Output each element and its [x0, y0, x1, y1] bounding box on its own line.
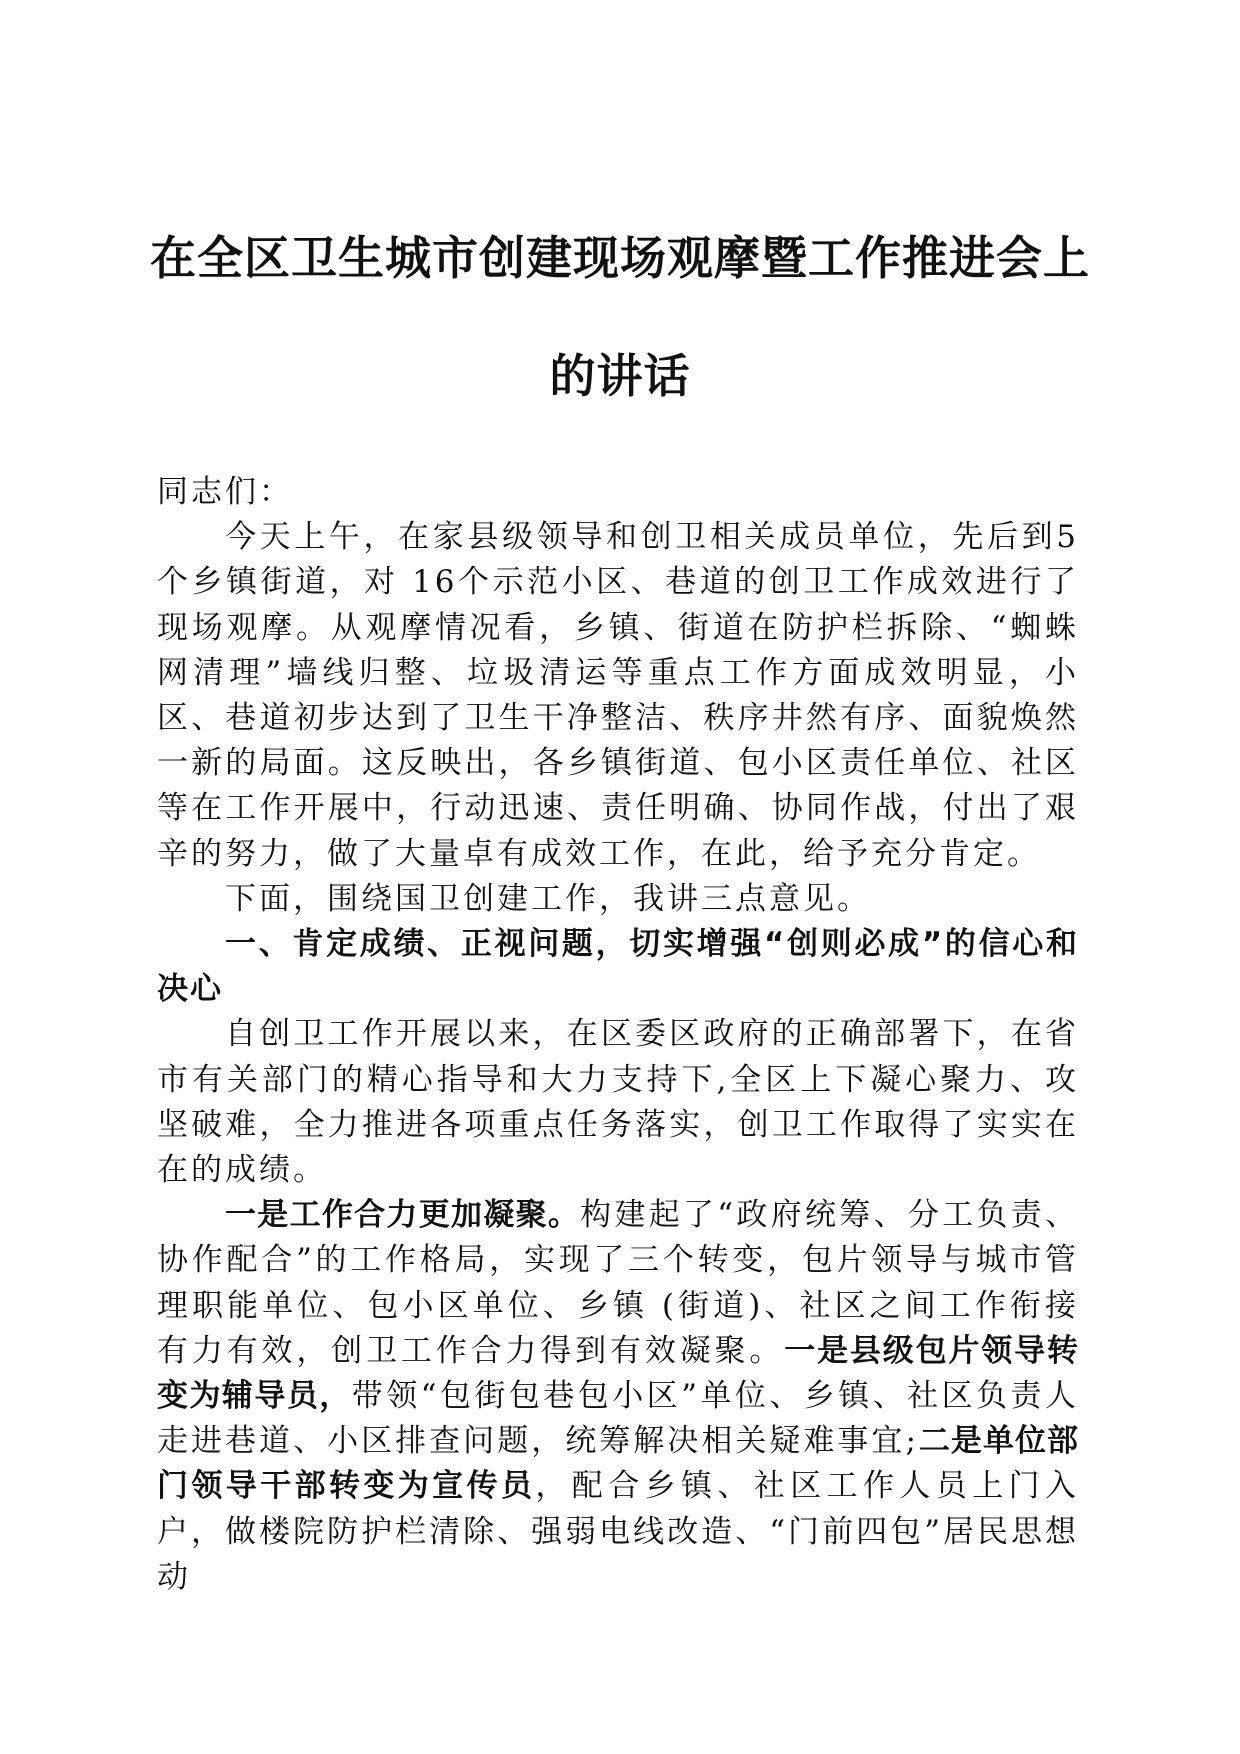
paragraph-point-1: [157, 1193, 1079, 1600]
section-heading-1: 一、肯定成绩、正视问题，切实增强“创则必成”的信心和决心: [157, 926, 1079, 1008]
sub-point-2-text: ，配合乡镇、社区工作人员上门入户，做楼院防护栏清除、强弱电线改造、“门前四包”居民思想动: [157, 1468, 1080, 1595]
sub-point-1-text: 带领“包街包巷包小区”单位、乡镇、社区负责人走进巷道、小区排查问题，统筹解决相关疑难事宜;: [157, 1378, 1079, 1460]
salutation: 同志们：: [157, 474, 293, 510]
paragraph-outline: 下面，围绕国卫创建工作，我讲三点意见。: [225, 880, 871, 917]
point-1-text: 构建起了“政府统筹、分工负责、协作配合”的工作格局，实现了三个转变，包片领导与城市管理职能单位、包小区单位、乡镇 (街道)、社区之间工作衔接有力有效，创卫工作合力得到有效凝聚。: [157, 1197, 1079, 1369]
paragraph-intro: 今天上午，在家县级领导和创卫相关成员单位，先后到5个乡镇街道，对 16个示范小区、巷道的创卫工作成效进行了现场观摩。从观摩情况看，乡镇、街道在防护栏拆除、“蜘蛛网清理”墙线归整、垃圾清运等重点工作方面成效明显，小区、巷道初步达到了卫生干净整洁、秩序井然有序、面貌焕然一新的局面。这反映出，各乡镇街道、包小区责任单位、社区等在工作开展中，行动迅速、责任明确、协同作战，付出了艰辛的努力，做了大量卓有成效工作，在此，给予充分肯定。: [157, 519, 1079, 872]
paragraph-achievements: 自创卫工作开展以来，在区委区政府的正确部署下，在省市有关部门的精心指导和大力支持下,全区上下凝心聚力、攻坚破难，全力推进各项重点任务落实，创卫工作取得了实实在在的成绩。: [157, 1016, 1079, 1189]
document-body: [157, 470, 1079, 1600]
document-title-line-2: 的讲话: [549, 349, 691, 403]
point-1-lead: 一是工作合力更加凝聚。: [225, 1197, 581, 1234]
sub-point-1-lead: 一是县级包片领导转变为辅导员，: [157, 1332, 1080, 1415]
document-title-line-1: 在全区卫生城市创建现场观摩暨工作推进会上: [150, 231, 1090, 285]
sub-point-2-lead: 二是单位部门领导干部转变为宣传员: [157, 1423, 1079, 1505]
